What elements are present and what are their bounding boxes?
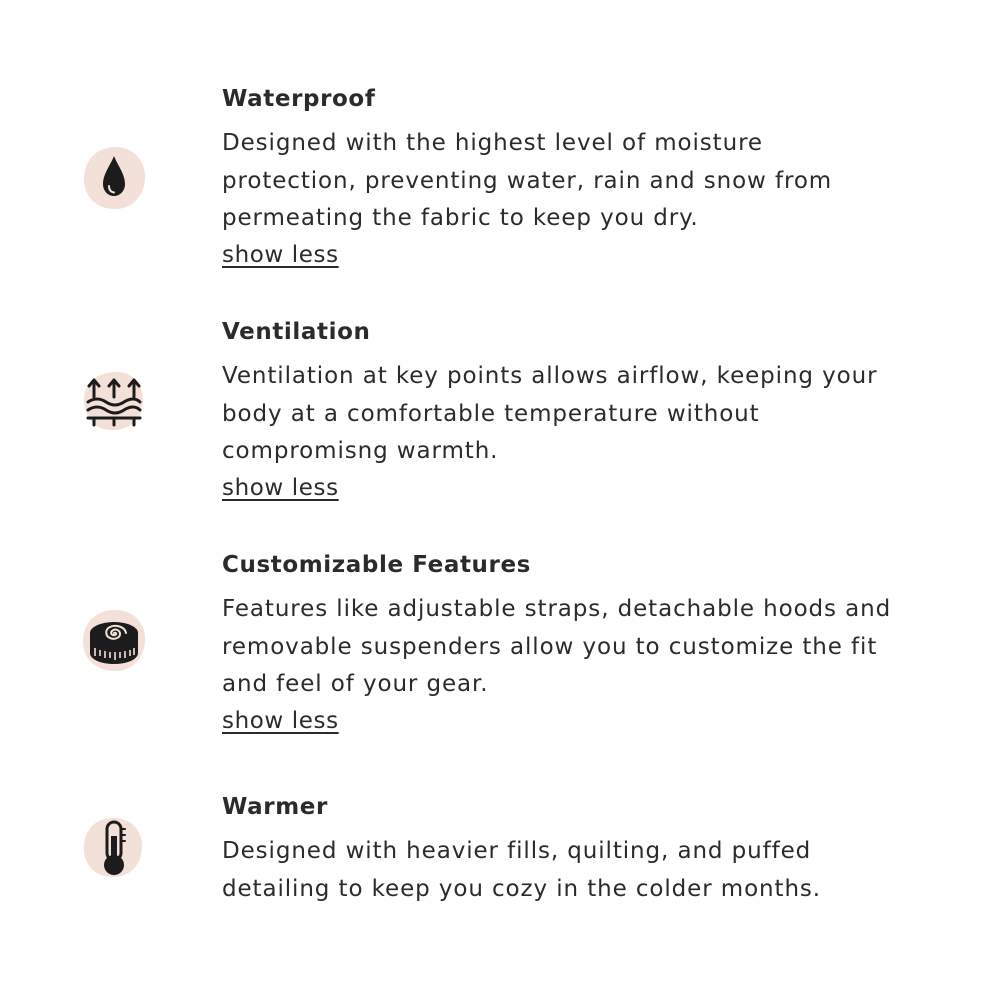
description-line: compromisng warmth.: [222, 438, 499, 464]
feature-text: [222, 317, 982, 503]
airflow-arrows-icon: [80, 367, 148, 435]
description-line: body at a comfortable temperature without: [222, 400, 760, 427]
thermometer-icon: [80, 814, 148, 882]
description-line: protection, preventing water, rain and snow from: [222, 167, 833, 194]
description-line: Designed with the highest level of moisture: [222, 130, 763, 156]
description-line: detailing to keep you cozy in the colder months.: [222, 875, 822, 902]
water-drop-icon: [80, 144, 148, 212]
feature-text: [222, 550, 982, 736]
feature-text: [222, 84, 982, 270]
description-line: removable suspenders allow you to customize the fit: [222, 633, 878, 660]
feature-description: [222, 833, 982, 908]
show-less-link[interactable]: show less: [222, 241, 339, 268]
description-line: and feel of your gear.: [222, 671, 489, 697]
feature-description: [222, 358, 982, 471]
description-line: Features like adjustable straps, detachable hoods and: [222, 596, 892, 622]
measuring-tape-icon: [80, 607, 148, 675]
description-line: Designed with heavier fills, quilting, and puffed: [222, 838, 812, 864]
show-less-link[interactable]: show less: [222, 474, 339, 501]
show-less-link[interactable]: show less: [222, 707, 339, 734]
feature-description: [222, 591, 982, 704]
feature-title: Waterproof: [222, 86, 376, 112]
description-line: permeating the fabric to keep you dry.: [222, 205, 699, 231]
description-line: Ventilation at key points allows airflow, keeping your: [222, 363, 878, 389]
feature-title: Warmer: [222, 794, 328, 820]
feature-title: Ventilation: [222, 319, 371, 345]
feature-text: [222, 792, 982, 908]
feature-description: [222, 125, 982, 238]
feature-title: Customizable Features: [222, 552, 531, 578]
